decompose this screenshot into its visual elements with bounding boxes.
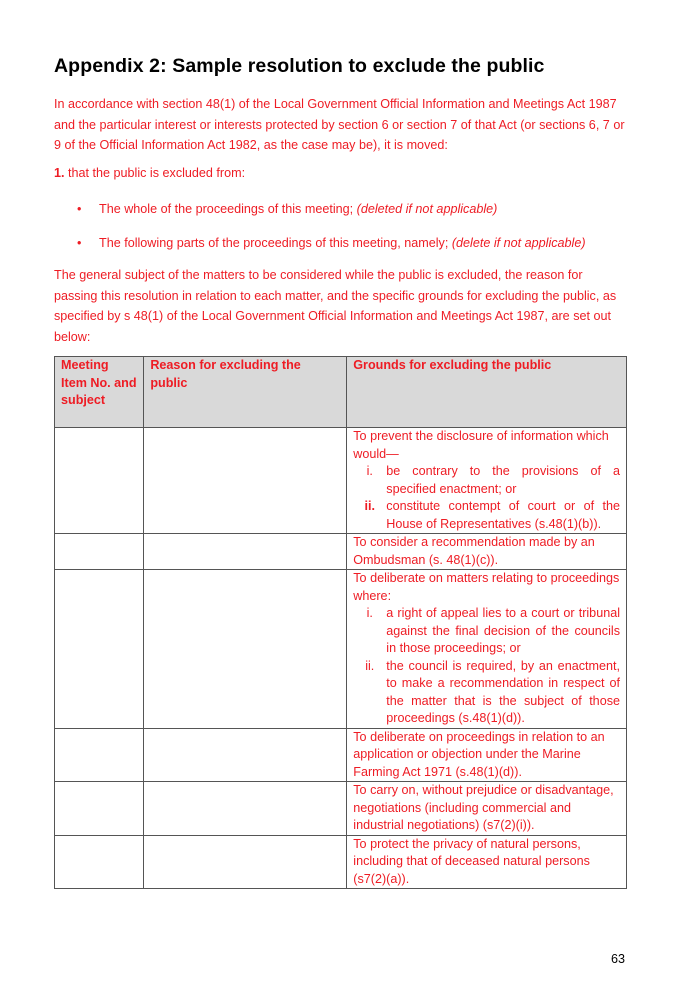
bullet-note: (deleted if not applicable) [356, 202, 498, 216]
table-row [55, 728, 627, 782]
bullet-text: The following parts of the proceedings of this meeting, namely; [99, 236, 452, 250]
grounds-subitem: i. a right of appeal lies to a court or tribunal against the final decision of the councils in those proceedings; or [366, 606, 620, 655]
meeting-item-cell [55, 835, 144, 889]
reason-cell [144, 782, 347, 836]
meeting-item-cell [55, 728, 144, 782]
grounds-cell [347, 835, 627, 889]
meeting-item-cell [55, 570, 144, 729]
reason-cell [144, 728, 347, 782]
grounds-subitem: ii. the council is required, by an enactment, to make a recommendation in respect of the matter that is the subject of those proceedings (s.48(1)(d)). [365, 658, 620, 725]
grounds-intro: To protect the privacy of natural persons, including that of deceased natural persons (s7(2)(a)). [353, 836, 590, 886]
grounds-cell [347, 570, 627, 729]
point-one-text: that the public is excluded from: [64, 166, 246, 180]
header-reason: Reason for excluding the public [144, 357, 347, 428]
table-row [55, 428, 627, 534]
grounds-subitem: i. be contrary to the provisions of a specified enactment; or [366, 464, 620, 496]
meeting-item-cell [55, 428, 144, 534]
grounds-intro: To deliberate on proceedings in relation to an application or objection under the Marine Farming Act 1971 (s.48(1)(d)). [353, 729, 605, 779]
grounds-cell [347, 728, 627, 782]
table-row [55, 835, 627, 889]
bullet-text: The whole of the proceedings of this meeting; [99, 202, 357, 216]
exclusion-table [54, 356, 627, 889]
bullet-dot-icon: • [77, 236, 82, 250]
grounds-cell [347, 428, 627, 534]
page-number: 63 [611, 952, 626, 966]
grounds-subitem: ii. constitute contempt of court or of the House of Representatives (s.48(1)(b)). [364, 499, 620, 531]
reason-cell [144, 534, 347, 570]
point-one [54, 163, 628, 184]
table-row [55, 782, 627, 836]
reason-cell [144, 835, 347, 889]
reason-cell [144, 570, 347, 729]
subject-paragraph: The general subject of the matters to be considered while the public is excluded, the reason for passing this resolution in relation to each matter, and the specific grounds for excluding the public, as specified by s 48(1) of the Local Government Official Information and Meetings Act 1987, are set out below: [54, 268, 617, 344]
header-meeting-item: Meeting Item No. and subject [55, 357, 144, 428]
grounds-intro: To prevent the disclosure of information which would— [353, 429, 609, 461]
intro-paragraph: In accordance with section 48(1) of the Local Government Official Information and Meetings Act 1987 and the particular interest or interests protected by section 6 or section 7 of that Act (or sections 6, 7 or 9 of the Official Information Act 1982, as the case may be), it is moved: [54, 97, 625, 152]
grounds-cell [347, 534, 627, 570]
bullet-note: (delete if not applicable) [451, 236, 586, 250]
grounds-intro: To carry on, without prejudice or disadvantage, negotiations (including commercial and industrial negotiations) (s7(2)(i)). [353, 783, 614, 832]
grounds-intro: To deliberate on matters relating to proceedings where: [353, 571, 620, 603]
table-row [55, 570, 627, 729]
bullet-dot-icon: • [77, 202, 82, 216]
meeting-item-cell [55, 782, 144, 836]
meeting-item-cell [55, 534, 144, 570]
grounds-intro: To consider a recommendation made by an Ombudsman (s. 48(1)(c)). [353, 535, 595, 567]
grounds-cell [347, 782, 627, 836]
page-heading: Appendix 2: Sample resolution to exclude the public [54, 55, 545, 77]
header-grounds: Grounds for excluding the public [347, 357, 627, 428]
reason-cell [144, 428, 347, 534]
table-row [55, 534, 627, 570]
table-header-row [55, 357, 627, 428]
point-one-number: 1. [54, 166, 65, 180]
